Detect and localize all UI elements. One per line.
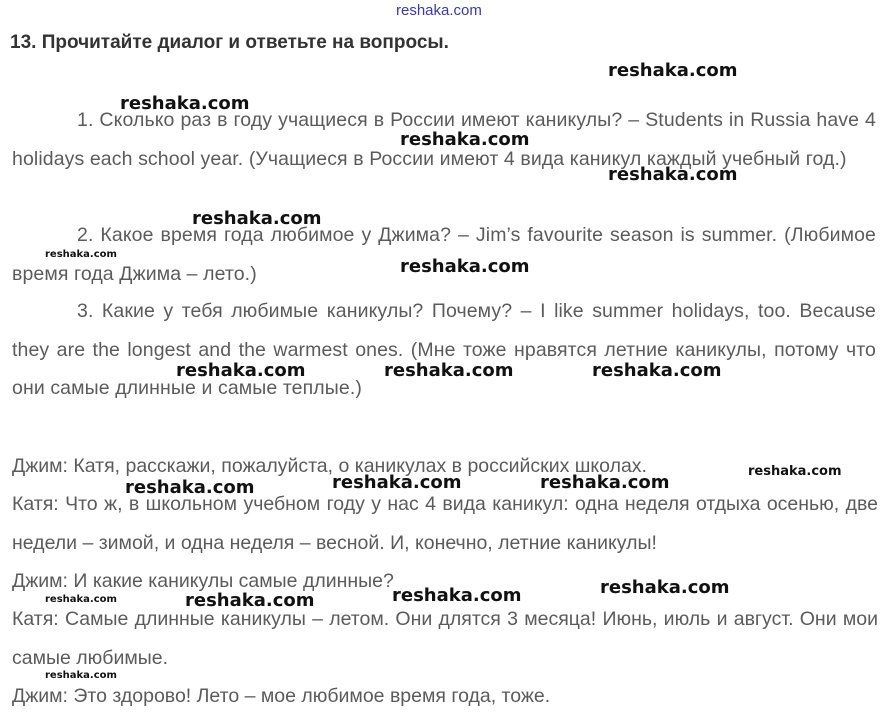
watermark: reshaka.com [592,360,722,381]
watermark: reshaka.com [608,164,738,185]
answer-3: 3. Какие у тебя любимые каникулы? Почему? – I like summer holidays, too. Because they are the longest and the warmest ones. (Мне тоже нравятся летние каникулы, потому что они самые длинные и самые теплые.) [12,300,876,399]
watermark: reshaka.com [384,360,514,381]
dialog-line-jim-2: Джим: И какие каникулы самые длинные? [12,570,394,592]
dialog-line-katya-1: Катя: Что ж, в школьном учебном году у нас 4 вида каникул: одна неделя отдыха осенью, две недели – зимой, и одна неделя – весной. И, конечно, летние каникулы! [12,493,878,554]
watermark: reshaka.com [396,2,482,19]
dialog-line-jim-3: Джим: Это здорово! Лето – мое любимое время года, тоже. [12,685,551,707]
watermark: reshaka.com [45,670,117,681]
watermark: reshaka.com [748,464,842,479]
dialog-line-katya-2: Катя: Самые длинные каникулы – летом. Они длятся 3 месяца! Июнь, июль и август. Они мои самые любимые. [12,608,878,669]
watermark: reshaka.com [600,577,730,598]
task-heading: 13. Прочитайте диалог и ответьте на вопросы. [10,32,449,53]
watermark: reshaka.com [45,594,117,605]
watermark: reshaka.com [400,256,530,277]
watermark: reshaka.com [45,249,117,260]
watermark: reshaka.com [540,472,670,493]
answer-2: 2. Какое время года любимое у Джима? – Jim’s favourite season is summer. (Любимое время года Джима – лето.) [12,224,876,285]
watermark: reshaka.com [120,93,250,114]
watermark: reshaka.com [192,208,322,229]
watermark: reshaka.com [125,477,255,498]
dialog-line-jim-1: Джим: Катя, расскажи, пожалуйста, о каникулах в российских школах. [12,455,647,477]
watermark: reshaka.com [392,585,522,606]
watermark: reshaka.com [185,590,315,611]
answer-1: 1. Сколько раз в году учащиеся в России имеют каникулы? – Students in Russia have 4 holidays each school year. (Учащиеся в России имеют 4 вида каникул каждый учебный год.) [12,109,876,170]
watermark: reshaka.com [400,129,530,150]
watermark: reshaka.com [176,360,306,381]
watermark: reshaka.com [608,60,738,81]
watermark: reshaka.com [332,472,462,493]
